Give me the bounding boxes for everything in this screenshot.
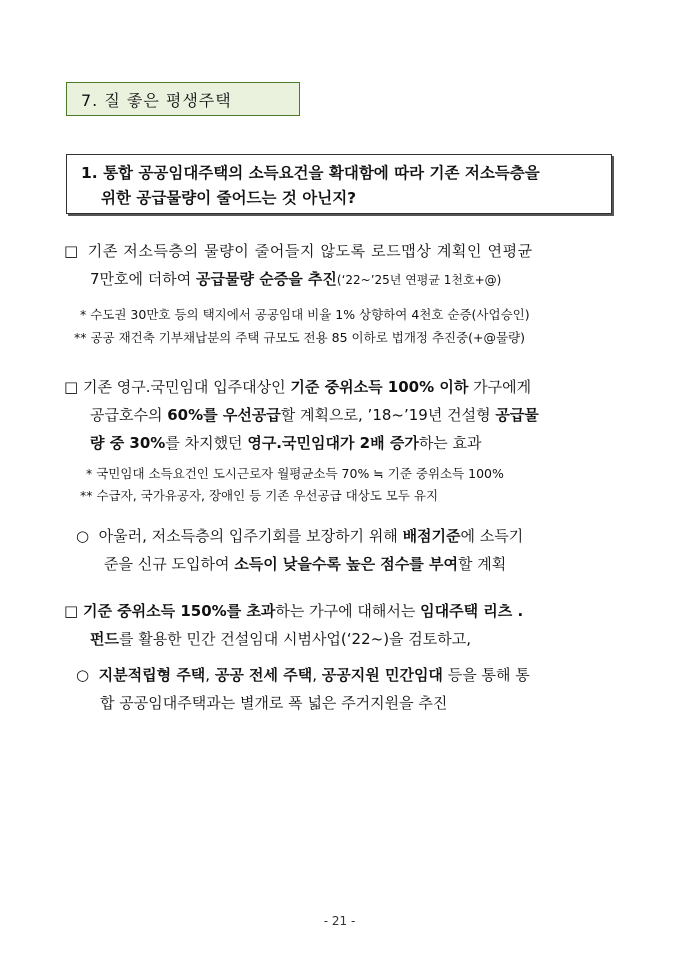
square-bullet: □	[64, 242, 79, 260]
circle-bullet: ○	[76, 666, 90, 684]
block3-line2	[104, 553, 506, 574]
block3-text: 아울러, 저소득층의 입주기회를 보장하기 위해	[98, 527, 403, 545]
section-title-box	[66, 82, 300, 116]
block1-line2	[90, 268, 501, 289]
block1-line1	[64, 240, 533, 261]
block2-text: 를 차지했던	[165, 434, 248, 452]
block1-small-text: (‘22~’25년 연평균 1천호+@)	[336, 273, 502, 287]
block5-text: 등을 통해 통	[442, 666, 530, 684]
block3-text: 에 소득기	[460, 527, 524, 545]
square-bullet: □	[64, 602, 79, 620]
block2-text: 기존 영구.국민임대 입주대상인	[82, 378, 291, 396]
block3-line1	[76, 525, 523, 546]
block4-bold: 임대주택 리츠 .	[420, 602, 524, 620]
block4-line2	[90, 628, 471, 649]
block2-text: 공급호수의	[90, 406, 168, 424]
block3-bold: 소득이 낮을수록 높은 점수를 부여	[234, 555, 458, 573]
block4-bold: 펀드	[90, 630, 119, 648]
block2-line3	[90, 432, 482, 453]
block3-text: 준을 신규 도입하여	[104, 555, 235, 573]
block5-line1	[76, 664, 530, 685]
block4-text: 를 활용한 민간 건설임대 시범사업(‘22~)을 검토하고,	[118, 630, 472, 648]
note-1-2: ** 공공 재건축 기부채납분의 주택 규모도 전용 85 이하로 법개정 추진중(+@물량)	[74, 330, 526, 345]
block5-bold: 공공지원 민간임대	[321, 666, 443, 684]
block5-text: ,	[312, 666, 322, 684]
page-number: - 21 -	[323, 914, 356, 928]
block2-bold: 기준 중위소득 100% 이하	[290, 378, 469, 396]
block2-text: 가구에게	[468, 378, 532, 396]
block1-text-2: 7만호에 더하여	[90, 270, 197, 288]
block4-bold: 기준 중위소득 150%를 초과	[82, 602, 276, 620]
block2-bold: 공급물	[495, 406, 539, 424]
section-title: 7. 질 좋은 평생주택	[81, 90, 232, 110]
block4-text: 하는 가구에 대해서는	[275, 602, 421, 620]
question-line-2: 위한 공급물량이 줄어드는 것 아닌지?	[101, 189, 357, 207]
block3-text: 할 계획	[458, 555, 507, 573]
block2-bold: 60%를 우선공급	[167, 406, 281, 424]
block1-text-1: 기존 저소득층의 물량이 줄어들지 않도록 로드맵상 계획인 연평균	[87, 242, 533, 260]
block2-line2	[90, 404, 539, 425]
block1-bold-text: 공급물량 순증을 추진	[196, 270, 337, 288]
note-1-1: * 수도권 30만호 등의 택지에서 공공임대 비율 1% 상향하여 4천호 순증(사업승인)	[80, 307, 530, 322]
circle-bullet: ○	[76, 527, 90, 545]
question-box	[66, 154, 612, 214]
block5-text: ,	[205, 666, 215, 684]
block2-text: 하는 효과	[418, 434, 482, 452]
block2-line1	[64, 376, 531, 397]
block2-bold: 영구.국민임대가 2배 증가	[247, 434, 419, 452]
square-bullet: □	[64, 378, 79, 396]
block5-line2: 합 공공임대주택과는 별개로 폭 넓은 주거지원을 추진	[100, 694, 448, 712]
block5-bold: 공공 전세 주택	[214, 666, 313, 684]
note-2-1: * 국민임대 소득요건인 도시근로자 월평균소득 70% ≒ 기준 중위소득 100%	[86, 466, 504, 481]
block2-text: 할 계획으로, ’18~’19년 건설형	[280, 406, 496, 424]
note-2-2: ** 수급자, 국가유공자, 장애인 등 기존 우선공급 대상도 모두 유지	[80, 488, 439, 503]
question-line-1: 1. 통합 공공임대주택의 소득요건을 확대함에 따라 기존 저소득층을	[81, 164, 540, 182]
block4-line1	[64, 600, 523, 621]
block3-bold: 배점기준	[402, 527, 461, 545]
block2-bold: 량 중 30%	[90, 434, 166, 452]
block5-bold: 지분적립형 주택	[98, 666, 206, 684]
